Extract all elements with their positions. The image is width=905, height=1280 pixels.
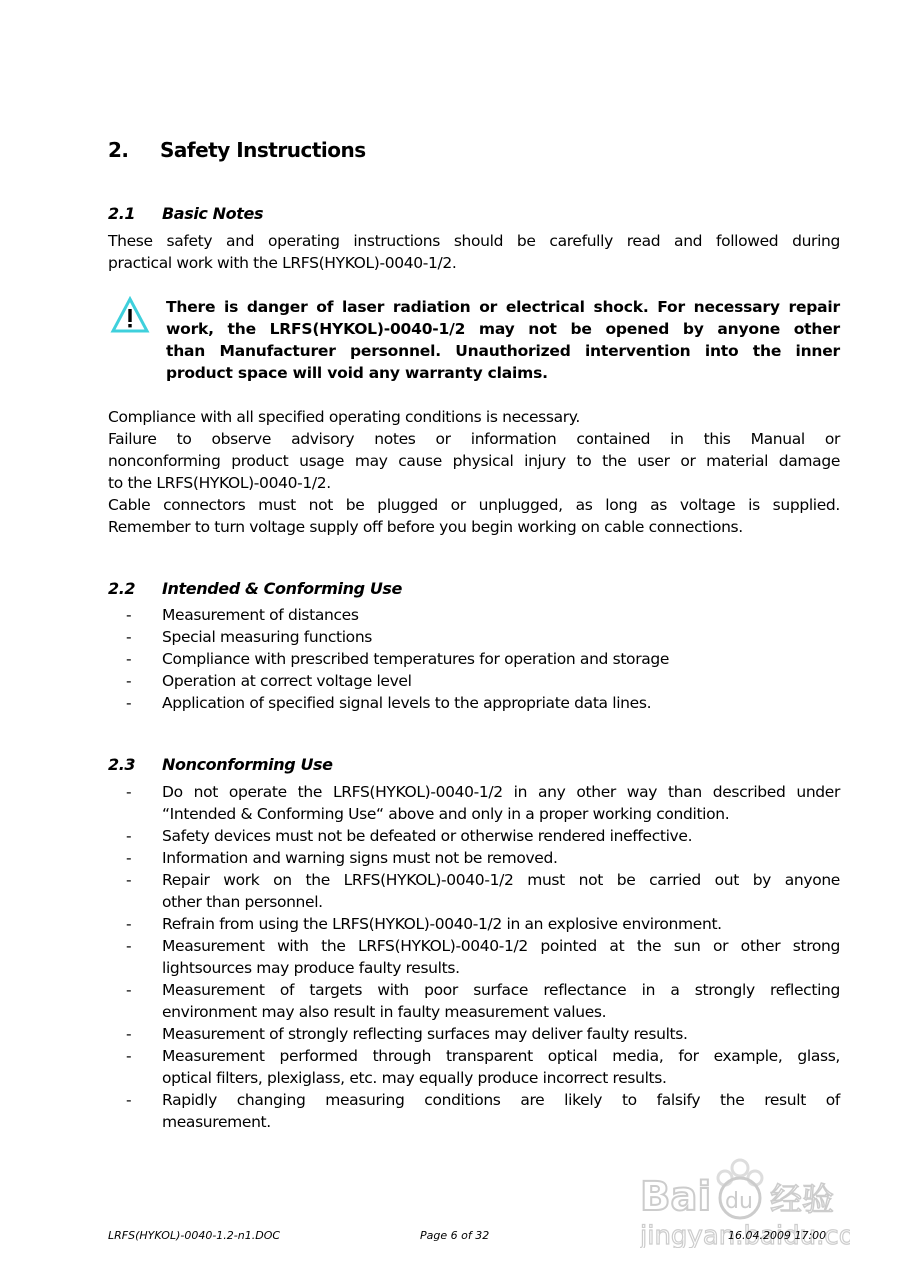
subsection-title: Nonconforming Use [162, 755, 333, 774]
list-item [108, 1045, 840, 1089]
bullet-dash: - [126, 915, 132, 933]
list-item [108, 648, 840, 670]
warning-text [166, 296, 840, 384]
text-line: Compliance with prescribed temperatures for operation and storage [162, 650, 670, 668]
paragraph [108, 494, 840, 538]
text-line: Rapidly changing measuring conditions are likely to falsify the result of [162, 1091, 840, 1109]
subsection-number: 2.3 [108, 755, 136, 774]
text-line: Information and warning signs must not be removed. [162, 849, 558, 867]
svg-text:Bai: Bai [640, 1174, 712, 1220]
bullet-dash: - [126, 1047, 132, 1065]
bullet-dash: - [126, 650, 132, 668]
list-item [108, 670, 840, 692]
bullet-dash: - [126, 628, 132, 646]
list-item [108, 604, 840, 626]
subsection-heading-2-2 [108, 579, 402, 598]
text-line: Measurement with the LRFS(HYKOL)-0040-1/2 pointed at the sun or other strong [162, 937, 840, 955]
text-line: Cable connectors must not be plugged or unplugged, as long as voltage is supplied. [108, 496, 840, 514]
text-line: Special measuring functions [162, 628, 373, 646]
text-line: Measurement of targets with poor surface reflectance in a strongly reflecting [162, 981, 840, 999]
text-line: Measurement performed through transparent optical media, for example, glass, [162, 1047, 840, 1065]
bullet-dash: - [126, 981, 132, 999]
list-item [108, 847, 840, 869]
intended-use-list [108, 604, 840, 714]
list-item [108, 935, 840, 979]
footer-date: 16.04.2009 17:00 [728, 1229, 827, 1242]
subsection-number: 2.2 [108, 579, 136, 598]
bullet-dash: - [126, 606, 132, 624]
bullet-dash: - [126, 937, 132, 955]
warning-line: than Manufacturer personnel. Unauthorized intervention into the inner [166, 342, 840, 360]
bullet-dash: - [126, 783, 132, 801]
list-item [108, 781, 840, 825]
subsection-heading-2-1 [108, 204, 263, 223]
text-line: Repair work on the LRFS(HYKOL)-0040-1/2 must not be carried out by anyone [162, 871, 840, 889]
bullet-dash: - [126, 1091, 132, 1109]
subsection-number: 2.1 [108, 204, 136, 223]
warning-line: product space will void any warranty claims. [166, 364, 548, 382]
text-line: environment may also result in faulty measurement values. [162, 1003, 607, 1021]
text-line: Measurement of distances [162, 606, 359, 624]
warning-line: There is danger of laser radiation or electrical shock. For necessary repair [166, 298, 840, 316]
footer-filename: LRFS(HYKOL)-0040-1.2-n1.DOC [108, 1229, 281, 1242]
subsection-title: Basic Notes [162, 204, 264, 223]
bullet-dash: - [126, 827, 132, 845]
nonconforming-use-list [108, 781, 840, 1133]
bullet-dash: - [126, 672, 132, 690]
list-item [108, 626, 840, 648]
list-item [108, 692, 840, 714]
text-line: nonconforming product usage may cause physical injury to the user or material damage [108, 452, 840, 470]
svg-text:du: du [725, 1189, 753, 1214]
bullet-dash: - [126, 1025, 132, 1043]
svg-text:经验: 经验 [770, 1180, 835, 1218]
subsection-title: Intended & Conforming Use [162, 579, 402, 598]
bullet-dash: - [126, 871, 132, 889]
text-line: Do not operate the LRFS(HYKOL)-0040-1/2 in any other way than described under [162, 783, 840, 801]
text-line: other than personnel. [162, 893, 323, 911]
section-title: Safety Instructions [160, 138, 366, 162]
list-item [108, 979, 840, 1023]
text-line: Safety devices must not be defeated or otherwise rendered ineffective. [162, 827, 693, 845]
text-line: Compliance with all specified operating conditions is necessary. [108, 408, 580, 426]
basic-notes-paragraph [108, 230, 840, 274]
text-line: practical work with the LRFS(HYKOL)-0040-1/2. [108, 254, 457, 272]
bullet-dash: - [126, 849, 132, 867]
list-item [108, 825, 840, 847]
paragraph [108, 406, 840, 428]
warning-triangle-icon [110, 296, 150, 334]
text-line: Remember to turn voltage supply off before you begin working on cable connections. [108, 518, 743, 536]
compliance-notes [108, 406, 840, 538]
text-line: These safety and operating instructions should be carefully read and followed during [108, 232, 840, 250]
text-line: Application of specified signal levels to the appropriate data lines. [162, 694, 652, 712]
text-line: Refrain from using the LRFS(HYKOL)-0040-1/2 in an explosive environment. [162, 915, 722, 933]
text-line: Operation at correct voltage level [162, 672, 412, 690]
text-line: optical filters, plexiglass, etc. may equally produce incorrect results. [162, 1069, 667, 1087]
footer-page-number: Page 6 of 32 [420, 1229, 490, 1242]
text-line: Measurement of strongly reflecting surfaces may deliver faulty results. [162, 1025, 688, 1043]
list-item [108, 869, 840, 913]
section-heading [108, 138, 366, 162]
text-line: to the LRFS(HYKOL)-0040-1/2. [108, 474, 331, 492]
section-number: 2. [108, 138, 129, 162]
paragraph [108, 428, 840, 494]
text-line: lightsources may produce faulty results. [162, 959, 460, 977]
list-item [108, 1023, 840, 1045]
warning-line: work, the LRFS(HYKOL)-0040-1/2 may not be opened by anyone other [166, 320, 840, 338]
list-item [108, 1089, 840, 1133]
text-line: Failure to observe advisory notes or information contained in this Manual or [108, 430, 840, 448]
subsection-heading-2-3 [108, 755, 333, 774]
text-line: measurement. [162, 1113, 271, 1131]
svg-text:jingyan.baidu.com: jingyan.baidu.co [640, 1221, 850, 1248]
text-line: “Intended & Conforming Use“ above and only in a proper working condition. [162, 805, 730, 823]
bullet-dash: - [126, 694, 132, 712]
list-item [108, 913, 840, 935]
